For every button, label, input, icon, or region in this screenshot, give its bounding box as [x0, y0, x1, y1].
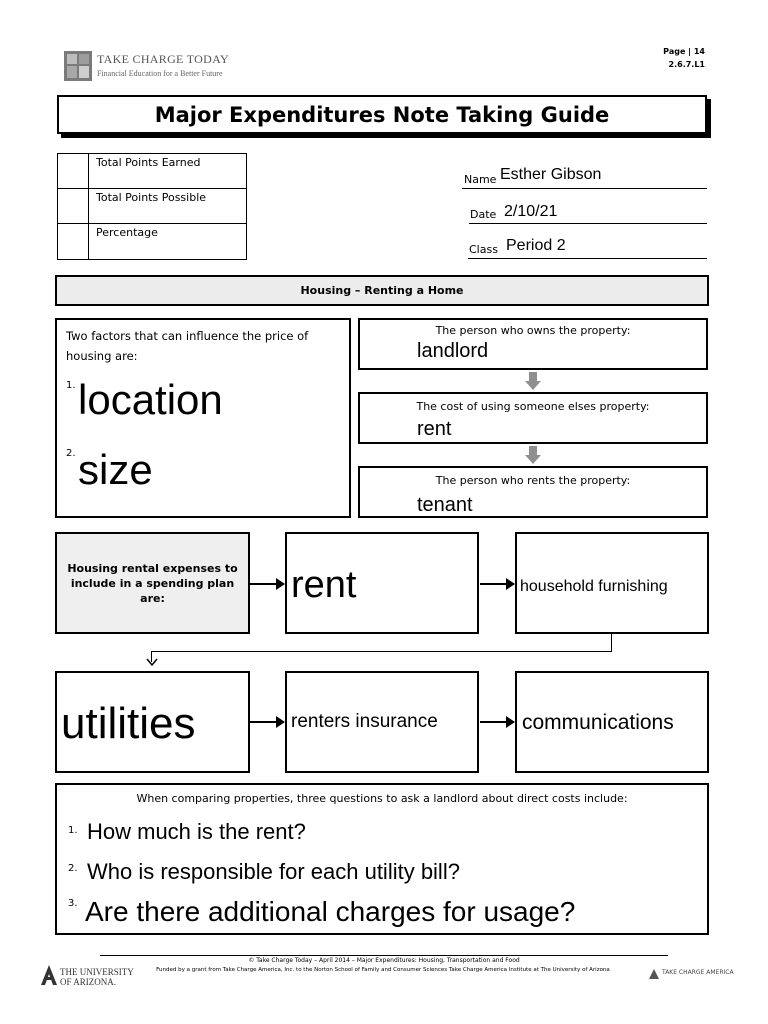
- points-row: [58, 224, 246, 259]
- logo-tagline: Financial Education for a Better Future: [97, 69, 223, 78]
- date-field[interactable]: [469, 200, 707, 224]
- name-field[interactable]: [462, 165, 707, 189]
- title-box: [57, 95, 707, 134]
- connector-line: [611, 634, 612, 652]
- expense-box: [285, 532, 479, 634]
- question-answer-2: Who is responsible for each utility bill?: [87, 859, 460, 884]
- footer-rule: [100, 955, 668, 956]
- logo-name: TAKE CHARGE TODAY: [97, 52, 229, 66]
- cost-prompt: The cost of using someone elses property:: [416, 400, 650, 413]
- page-title: Major Expenditures Note Taking Guide: [154, 102, 610, 127]
- right-arrow-icon: [480, 721, 514, 723]
- chevron-down-icon: [146, 658, 158, 667]
- cost-answer: rent: [417, 418, 452, 440]
- logo-mark-icon: [64, 51, 92, 81]
- right-arrow-icon: [250, 583, 284, 585]
- expense-box: [515, 532, 709, 634]
- expense-answer-2: household furnishing: [520, 578, 668, 595]
- section-title: Housing – Renting a Home: [300, 284, 464, 297]
- renter-prompt: The person who rents the property:: [435, 474, 631, 487]
- section-header: [55, 275, 709, 306]
- name-label: Name: [464, 173, 497, 186]
- arizona-a-icon: [40, 964, 58, 986]
- factors-box: [55, 318, 351, 518]
- percentage-label: Percentage: [96, 226, 158, 239]
- tca-mark-icon: [648, 968, 660, 980]
- factor-number: 2.: [66, 448, 76, 459]
- points-row: [58, 189, 246, 224]
- footer-copyright: © Take Charge Today – April 2014 – Major Expenditures: Housing, Transportation and Food: [248, 957, 520, 964]
- question-number: 2.: [68, 863, 78, 874]
- page-number: Page | 14: [663, 47, 705, 56]
- factor-number: 1.: [66, 380, 76, 391]
- cost-box: [358, 392, 708, 444]
- owner-answer: landlord: [417, 340, 489, 362]
- expense-answer-1: rent: [291, 564, 357, 606]
- total-points-possible-label: Total Points Possible: [96, 191, 207, 204]
- university-name-2: OF ARIZONA.: [60, 977, 117, 987]
- owner-box: [358, 318, 708, 370]
- tca-name: TAKE CHARGE AMERICA: [662, 969, 734, 976]
- take-charge-today-logo: [64, 51, 244, 81]
- right-arrow-icon: [480, 583, 514, 585]
- lesson-code: 2.6.7.L1: [668, 60, 705, 69]
- owner-prompt: The person who owns the property:: [435, 324, 631, 337]
- down-arrow-icon: [525, 446, 541, 464]
- connector-line: [151, 651, 612, 652]
- question-number: 3.: [68, 898, 78, 909]
- expense-box: [515, 671, 709, 773]
- expenses-prompt: Housing rental expenses to include in a spending plan are:: [67, 561, 238, 605]
- university-name-1: THE UNIVERSITY: [60, 967, 134, 977]
- expense-answer-3: utilities: [61, 699, 196, 748]
- class-field[interactable]: [468, 235, 707, 259]
- expense-box: [285, 671, 479, 773]
- total-points-earned-label: Total Points Earned: [96, 156, 201, 169]
- class-value: Period 2: [506, 237, 566, 254]
- question-answer-1: How much is the rent?: [87, 819, 306, 844]
- question-answer-3: Are there additional charges for usage?: [85, 896, 576, 927]
- date-label: Date: [470, 208, 497, 221]
- questions-prompt: When comparing properties, three questions to ask a landlord about direct costs include:: [136, 792, 628, 805]
- question-number: 1.: [68, 825, 78, 836]
- down-arrow-icon: [525, 372, 541, 390]
- factor-answer-1: location: [78, 376, 223, 423]
- points-table: [57, 153, 247, 260]
- name-value: Esther Gibson: [500, 166, 602, 183]
- expenses-prompt-box: [55, 532, 250, 634]
- university-logo: [40, 964, 134, 990]
- right-arrow-icon: [250, 721, 284, 723]
- expense-box: [55, 671, 250, 773]
- take-charge-america-logo: [648, 967, 732, 983]
- factors-prompt: Two factors that can influence the price of housing are:: [66, 329, 309, 363]
- factor-answer-2: size: [78, 446, 153, 493]
- expense-answer-4: renters insurance: [291, 711, 438, 732]
- questions-box: [55, 783, 709, 935]
- renter-box: [358, 466, 708, 518]
- class-label: Class: [469, 243, 498, 256]
- points-row: [58, 154, 246, 189]
- renter-answer: tenant: [417, 494, 473, 516]
- expense-answer-5: communications: [522, 711, 674, 734]
- footer-funding: Funded by a grant from Take Charge America, Inc. to the Norton School of Family and Consumer Sciences Take Charge America Institute at The University of Arizona: [156, 967, 610, 973]
- date-value: 2/10/21: [504, 203, 558, 220]
